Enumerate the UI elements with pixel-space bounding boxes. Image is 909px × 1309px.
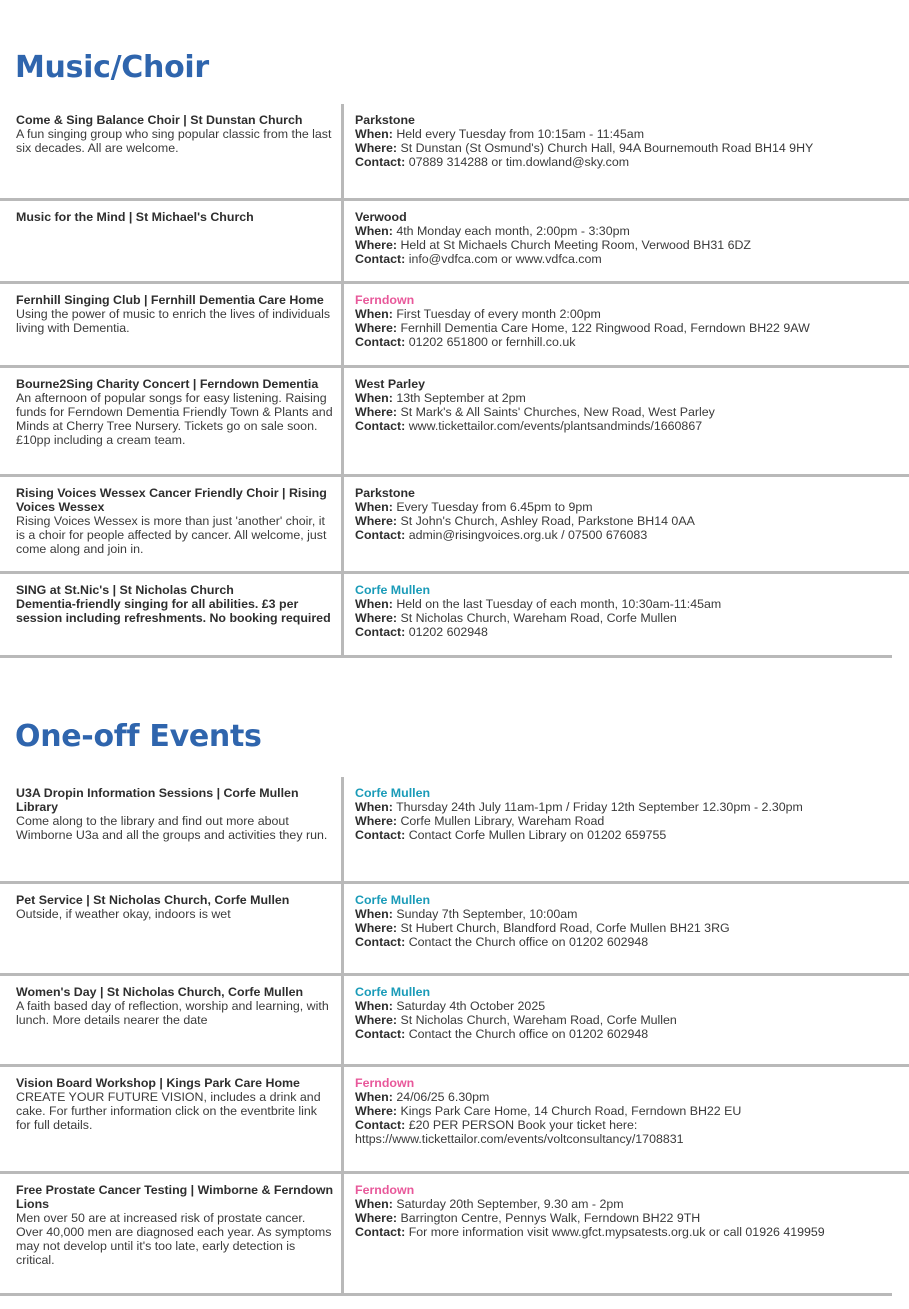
event-description: Rising Voices Wessex is more than just 'another' choir, it is a choir for people affected by cancer. All welcome, just come along and join in.: [16, 514, 327, 556]
where-label: Where:: [355, 1013, 397, 1027]
column-divider: [341, 976, 344, 1067]
event-description: Dementia-friendly singing for all abilities. £3 per session including refreshments. No booking required: [16, 597, 331, 625]
event-location: Ferndown: [355, 1076, 415, 1090]
event-when: Thursday 24th July 11am-1pm / Friday 12th September 12.30pm - 2.30pm: [396, 800, 803, 814]
column-divider: [341, 574, 344, 658]
when-label: When:: [355, 307, 393, 321]
event-location: Parkstone: [355, 486, 415, 500]
event-title: SING at St.Nic's | St Nicholas Church: [16, 583, 234, 597]
when-label: When:: [355, 1090, 393, 1104]
event-where: Corfe Mullen Library, Wareham Road: [400, 814, 605, 828]
event-where: Barrington Centre, Pennys Walk, Ferndown BH22 9TH: [400, 1211, 701, 1225]
event-contact: admin@risingvoices.org.uk / 07500 676083: [408, 528, 648, 542]
event-location: Corfe Mullen: [355, 985, 431, 999]
event-location: Corfe Mullen: [355, 893, 431, 907]
event-title: Bourne2Sing Charity Concert | Ferndown Dementia: [16, 377, 319, 391]
event-where: St John's Church, Ashley Road, Parkstone BH14 0AA: [400, 514, 695, 528]
contact-label: Contact:: [355, 155, 406, 169]
event-contact: info@vdfca.com or www.vdfca.com: [408, 252, 602, 266]
event-location: Corfe Mullen: [355, 583, 431, 597]
event-location: West Parley: [355, 377, 426, 391]
event-where: St Nicholas Church, Wareham Road, Corfe Mullen: [400, 1013, 677, 1027]
event-description: An afternoon of popular songs for easy listening. Raising funds for Ferndown Dementia Friendly Town & Plants and Minds at Cherry Tree Nursery. Tickets go on sale soon. £10pp including a cream team.: [16, 391, 333, 447]
column-divider: [341, 884, 344, 976]
where-label: Where:: [355, 814, 397, 828]
column-divider: [341, 104, 344, 201]
event-title: Women's Day | St Nicholas Church, Corfe Mullen: [16, 985, 304, 999]
where-label: Where:: [355, 141, 397, 155]
event-contact: 01202 651800 or fernhill.co.uk: [408, 335, 576, 349]
event-location: Verwood: [355, 210, 407, 224]
event-location: Ferndown: [355, 293, 415, 307]
contact-label: Contact:: [355, 935, 406, 949]
column-divider: [341, 1174, 344, 1296]
contact-label: Contact:: [355, 1027, 406, 1041]
event-description: Outside, if weather okay, indoors is wet: [16, 907, 231, 921]
when-label: When:: [355, 1197, 393, 1211]
event-description: A faith based day of reflection, worship and learning, with lunch. More details nearer the date: [16, 999, 329, 1027]
event-where: Fernhill Dementia Care Home, 122 Ringwood Road, Ferndown BH22 9AW: [400, 321, 810, 335]
event-when: 24/06/25 6.30pm: [396, 1090, 490, 1104]
event-title: Vision Board Workshop | Kings Park Care Home: [16, 1076, 300, 1090]
column-divider: [341, 368, 344, 477]
event-title: Rising Voices Wessex Cancer Friendly Choir | Rising Voices Wessex: [16, 486, 327, 514]
when-label: When:: [355, 800, 393, 814]
event-where: Kings Park Care Home, 14 Church Road, Ferndown BH22 EU: [400, 1104, 742, 1118]
event-row: [0, 201, 909, 284]
event-when: 4th Monday each month, 2:00pm - 3:30pm: [396, 224, 630, 238]
when-label: When:: [355, 597, 393, 611]
event-contact: 01202 602948: [408, 625, 488, 639]
event-when: First Tuesday of every month 2:00pm: [396, 307, 601, 321]
section-title-one-off-events: One-off Events: [15, 719, 262, 754]
column-divider: [341, 1067, 344, 1174]
event-title: Music for the Mind | St Michael's Church: [16, 210, 254, 224]
contact-label: Contact:: [355, 625, 406, 639]
event-title: U3A Dropin Information Sessions | Corfe Mullen Library: [16, 786, 299, 814]
where-label: Where:: [355, 405, 397, 419]
event-row: [0, 574, 892, 658]
event-where: Held at St Michaels Church Meeting Room, Verwood BH31 6DZ: [400, 238, 751, 252]
event-row: [0, 368, 909, 477]
when-label: When:: [355, 391, 393, 405]
where-label: Where:: [355, 514, 397, 528]
event-title: Pet Service | St Nicholas Church, Corfe Mullen: [16, 893, 290, 907]
event-when: Every Tuesday from 6.45pm to 9pm: [396, 500, 593, 514]
column-divider: [341, 477, 344, 574]
column-divider: [341, 201, 344, 284]
event-where: St Nicholas Church, Wareham Road, Corfe Mullen: [400, 611, 677, 625]
event-when: Saturday 20th September, 9.30 am - 2pm: [396, 1197, 624, 1211]
event-row: [0, 284, 909, 368]
event-where: St Hubert Church, Blandford Road, Corfe Mullen BH21 3RG: [400, 921, 730, 935]
event-where: St Dunstan (St Osmund's) Church Hall, 94A Bournemouth Road BH14 9HY: [400, 141, 814, 155]
event-contact-link[interactable]: www.tickettailor.com/events/plantsandminds/1660867: [408, 419, 703, 433]
event-row: [0, 1174, 892, 1296]
event-contact: Contact Corfe Mullen Library on 01202 659755: [408, 828, 667, 842]
where-label: Where:: [355, 611, 397, 625]
event-title: Come & Sing Balance Choir | St Dunstan Church: [16, 113, 303, 127]
event-location: Ferndown: [355, 1183, 415, 1197]
section-title-music-choir: Music/Choir: [15, 50, 209, 85]
contact-label: Contact:: [355, 528, 406, 542]
where-label: Where:: [355, 238, 397, 252]
event-title: Free Prostate Cancer Testing | Wimborne & Ferndown Lions: [16, 1183, 334, 1211]
event-contact: For more information visit www.gfct.mypsatests.org.uk or call 01926 419959: [408, 1225, 825, 1239]
event-description: Using the power of music to enrich the lives of individuals living with Dementia.: [16, 307, 331, 335]
event-when: 13th September at 2pm: [396, 391, 526, 405]
event-row: [0, 777, 909, 884]
event-location: Parkstone: [355, 113, 415, 127]
event-row: [0, 1067, 909, 1174]
event-where: St Mark's & All Saints' Churches, New Road, West Parley: [400, 405, 715, 419]
event-contact: 07889 314288 or tim.dowland@sky.com: [408, 155, 630, 169]
when-label: When:: [355, 500, 393, 514]
where-label: Where:: [355, 321, 397, 335]
column-divider: [341, 777, 344, 884]
event-when: Saturday 4th October 2025: [396, 999, 546, 1013]
event-row: [0, 477, 909, 574]
event-when: Held every Tuesday from 10:15am - 11:45am: [396, 127, 645, 141]
contact-label: Contact:: [355, 252, 406, 266]
event-description: Men over 50 are at increased risk of prostate cancer. Over 40,000 men are diagnosed each year. As symptoms may not develop until it's too late, early detection is critical.: [16, 1211, 332, 1267]
contact-label: Contact:: [355, 419, 406, 433]
column-divider: [341, 284, 344, 368]
event-contact: £20 PER PERSON Book your ticket here:: [408, 1118, 638, 1132]
contact-label: Contact:: [355, 828, 406, 842]
event-row: [0, 104, 909, 201]
when-label: When:: [355, 127, 393, 141]
event-row: [0, 884, 909, 976]
contact-label: Contact:: [355, 1118, 406, 1132]
event-contact: Contact the Church office on 01202 602948: [408, 935, 649, 949]
event-description: A fun singing group who sing popular classic from the last six decades. All are welcome.: [16, 127, 332, 155]
ticket-link[interactable]: https://www.tickettailor.com/events/voltconsultancy/1708831: [355, 1132, 684, 1146]
where-label: Where:: [355, 921, 397, 935]
event-title: Fernhill Singing Club | Fernhill Dementia Care Home: [16, 293, 324, 307]
where-label: Where:: [355, 1104, 397, 1118]
contact-label: Contact:: [355, 1225, 406, 1239]
contact-label: Contact:: [355, 335, 406, 349]
when-label: When:: [355, 907, 393, 921]
when-label: When:: [355, 999, 393, 1013]
event-when: Sunday 7th September, 10:00am: [396, 907, 578, 921]
event-when: Held on the last Tuesday of each month, 10:30am-11:45am: [396, 597, 722, 611]
event-description: Come along to the library and find out more about Wimborne U3a and all the groups and activities they run.: [16, 814, 328, 842]
event-description: CREATE YOUR FUTURE VISION, includes a drink and cake. For further information click on the eventbrite link for full details.: [16, 1090, 321, 1132]
event-contact: Contact the Church office on 01202 602948: [408, 1027, 649, 1041]
where-label: Where:: [355, 1211, 397, 1225]
event-row: [0, 976, 909, 1067]
event-location: Corfe Mullen: [355, 786, 431, 800]
when-label: When:: [355, 224, 393, 238]
